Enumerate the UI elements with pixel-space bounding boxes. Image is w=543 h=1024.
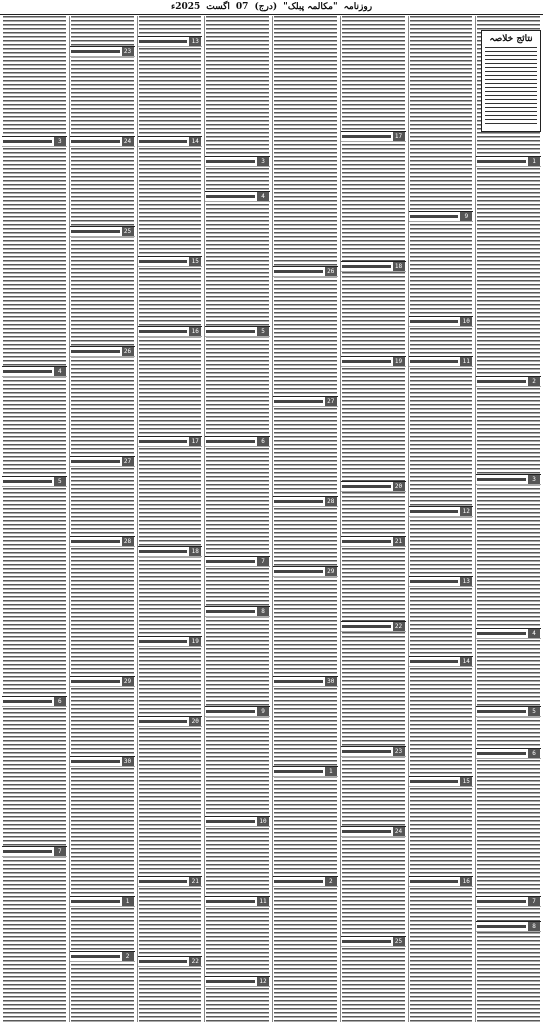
headline-text [410, 880, 459, 883]
item-number-badge: 10 [257, 817, 269, 826]
news-item-header [138, 136, 203, 147]
item-number-badge: 22 [189, 957, 201, 966]
item-number-badge: 21 [189, 877, 201, 886]
headline-text [410, 780, 459, 783]
news-item-header [205, 706, 270, 717]
news-item-header [409, 211, 474, 222]
item-number-badge: 3 [528, 475, 540, 484]
item-number-badge: 28 [325, 497, 337, 506]
item-number-badge: 27 [122, 457, 134, 466]
headline-text [274, 270, 323, 273]
news-item-header [273, 766, 338, 777]
news-item-header [476, 706, 541, 717]
column-4 [272, 16, 338, 1022]
news-item-header [476, 748, 541, 759]
headline-text [342, 625, 391, 628]
item-number-badge: 12 [257, 977, 269, 986]
news-item-header [341, 131, 406, 142]
headline-text [274, 680, 323, 683]
summary-box-title: نتائج خلاصہ [489, 34, 533, 44]
news-item-header [273, 676, 338, 687]
column-5 [204, 16, 270, 1022]
news-item-header [70, 226, 135, 237]
headline-text [71, 955, 120, 958]
headline-text [274, 400, 323, 403]
headline-text [139, 550, 188, 553]
item-number-badge: 3 [257, 157, 269, 166]
news-item-header [205, 436, 270, 447]
headline-text [71, 460, 120, 463]
news-item-header [138, 876, 203, 887]
item-number-badge: 5 [257, 327, 269, 336]
column-7 [69, 16, 135, 1022]
news-item-header [2, 136, 67, 147]
news-item-header [409, 506, 474, 517]
column-text [71, 16, 134, 1022]
item-number-badge: 21 [393, 537, 405, 546]
news-item-header [273, 566, 338, 577]
headline-text [342, 360, 391, 363]
item-number-badge: 25 [393, 937, 405, 946]
column-1 [475, 16, 541, 1022]
headline-text [3, 140, 52, 143]
headline-text [139, 960, 188, 963]
masthead-edition: (درج) [254, 2, 278, 12]
item-number-badge: 7 [257, 557, 269, 566]
summary-box [481, 30, 541, 132]
news-item-header [138, 546, 203, 557]
item-number-badge: 25 [122, 227, 134, 236]
headline-text [3, 850, 52, 853]
news-item-header [409, 776, 474, 787]
item-number-badge: 14 [189, 137, 201, 146]
item-number-badge: 18 [393, 262, 405, 271]
news-item-header [341, 621, 406, 632]
news-item-header [138, 956, 203, 967]
headline-text [206, 610, 255, 613]
news-item-header [476, 376, 541, 387]
headline-text [274, 880, 323, 883]
news-item-header [476, 156, 541, 167]
headline-text [206, 330, 255, 333]
headline-text [3, 480, 52, 483]
item-number-badge: 4 [54, 367, 66, 376]
news-item-header [205, 191, 270, 202]
headline-text [71, 140, 120, 143]
headline-text [477, 710, 526, 713]
headline-text [206, 195, 255, 198]
column-8 [2, 16, 67, 1022]
column-text [274, 16, 337, 1022]
item-number-badge: 19 [393, 357, 405, 366]
headline-text [139, 720, 188, 723]
news-item-header [341, 356, 406, 367]
item-number-badge: 30 [122, 757, 134, 766]
masthead [0, 0, 543, 15]
item-number-badge: 30 [325, 677, 337, 686]
headline-text [342, 830, 391, 833]
news-item-header [205, 156, 270, 167]
column-6 [137, 16, 203, 1022]
news-item-header [205, 556, 270, 567]
news-item-header [341, 481, 406, 492]
item-number-badge: 1 [122, 897, 134, 906]
headline-text [274, 570, 323, 573]
headline-text [71, 900, 120, 903]
headline-text [206, 560, 255, 563]
headline-text [139, 260, 188, 263]
headline-text [342, 940, 391, 943]
headline-text [3, 700, 52, 703]
news-item-header [70, 896, 135, 907]
item-number-badge: 6 [528, 749, 540, 758]
headline-text [410, 360, 459, 363]
headline-text [342, 265, 391, 268]
item-number-badge: 10 [460, 317, 472, 326]
news-item-header [341, 746, 406, 757]
item-number-badge: 12 [460, 507, 472, 516]
headline-text [410, 510, 459, 513]
item-number-badge: 13 [189, 37, 201, 46]
news-item-header [273, 396, 338, 407]
headline-text [206, 980, 255, 983]
news-item-header [138, 436, 203, 447]
item-number-badge: 11 [257, 897, 269, 906]
item-number-badge: 17 [189, 437, 201, 446]
headline-text [139, 140, 188, 143]
item-number-badge: 8 [528, 922, 540, 931]
headline-text [342, 750, 391, 753]
news-item-header [70, 136, 135, 147]
item-number-badge: 26 [122, 347, 134, 356]
column-text [410, 16, 473, 1022]
item-number-badge: 7 [528, 897, 540, 906]
item-number-badge: 11 [460, 357, 472, 366]
news-item-header [205, 896, 270, 907]
masthead-paper: روزنامہ [343, 2, 373, 12]
news-item-header [205, 976, 270, 987]
column-text [342, 16, 405, 1022]
item-number-badge: 6 [54, 697, 66, 706]
item-number-badge: 24 [122, 137, 134, 146]
news-item-header [205, 326, 270, 337]
headline-text [139, 640, 188, 643]
news-item-header [273, 266, 338, 277]
headline-text [206, 710, 255, 713]
headline-text [477, 478, 526, 481]
headline-text [342, 485, 391, 488]
item-number-badge: 13 [460, 577, 472, 586]
masthead-day: 07 [235, 2, 249, 12]
news-item-header [2, 846, 67, 857]
news-item-header [205, 606, 270, 617]
item-number-badge: 27 [325, 397, 337, 406]
news-item-header [273, 496, 338, 507]
news-item-header [2, 696, 67, 707]
headline-text [410, 660, 459, 663]
headline-text [71, 230, 120, 233]
item-number-badge: 9 [460, 212, 472, 221]
column-3 [340, 16, 406, 1022]
item-number-badge: 16 [189, 327, 201, 336]
item-number-badge: 3 [54, 137, 66, 146]
item-number-badge: 7 [54, 847, 66, 856]
item-number-badge: 15 [460, 777, 472, 786]
news-item-header [2, 366, 67, 377]
item-number-badge: 22 [393, 622, 405, 631]
headline-text [71, 760, 120, 763]
item-number-badge: 29 [122, 677, 134, 686]
summary-box-text [485, 47, 537, 125]
headline-text [477, 752, 526, 755]
text-columns [2, 16, 541, 1022]
masthead-month: اگست [206, 2, 230, 12]
news-item-header [409, 656, 474, 667]
item-number-badge: 2 [122, 952, 134, 961]
masthead-year: 2025ء [170, 2, 201, 12]
headline-text [342, 135, 391, 138]
news-item-header [70, 676, 135, 687]
item-number-badge: 14 [460, 657, 472, 666]
item-number-badge: 5 [528, 707, 540, 716]
headline-text [477, 160, 526, 163]
item-number-badge: 4 [528, 629, 540, 638]
headline-text [477, 925, 526, 928]
headline-text [71, 680, 120, 683]
item-number-badge: 1 [528, 157, 540, 166]
item-number-badge: 6 [257, 437, 269, 446]
item-number-badge: 2 [325, 877, 337, 886]
news-item-header [409, 876, 474, 887]
news-item-header [70, 46, 135, 57]
headline-text [410, 215, 459, 218]
news-item-header [476, 921, 541, 932]
headline-text [71, 50, 120, 53]
item-number-badge: 23 [393, 747, 405, 756]
item-number-badge: 26 [325, 267, 337, 276]
item-number-badge: 16 [460, 877, 472, 886]
item-number-badge: 29 [325, 567, 337, 576]
news-item-header [341, 261, 406, 272]
headline-text [206, 160, 255, 163]
headline-text [206, 440, 255, 443]
news-item-header [138, 326, 203, 337]
item-number-badge: 1 [325, 767, 337, 776]
item-number-badge: 2 [528, 377, 540, 386]
headline-text [71, 540, 120, 543]
headline-text [410, 320, 459, 323]
news-item-header [70, 536, 135, 547]
news-item-header [70, 951, 135, 962]
news-item-header [273, 876, 338, 887]
news-item-header [476, 474, 541, 485]
masthead-title: "مکالمہ پبلک" [283, 2, 338, 12]
item-number-badge: 20 [189, 717, 201, 726]
news-item-header [138, 36, 203, 47]
item-number-badge: 19 [189, 637, 201, 646]
headline-text [342, 540, 391, 543]
news-item-header [409, 576, 474, 587]
news-item-header [409, 356, 474, 367]
news-item-header [341, 826, 406, 837]
item-number-badge: 15 [189, 257, 201, 266]
news-item-header [70, 756, 135, 767]
news-item-header [2, 476, 67, 487]
headline-text [139, 440, 188, 443]
item-number-badge: 9 [257, 707, 269, 716]
column-text [3, 16, 66, 1022]
headline-text [206, 900, 255, 903]
headline-text [3, 370, 52, 373]
news-item-header [138, 636, 203, 647]
news-item-header [476, 896, 541, 907]
headline-text [139, 880, 188, 883]
headline-text [139, 330, 188, 333]
column-2 [408, 16, 474, 1022]
headline-text [274, 770, 323, 773]
headline-text [71, 350, 120, 353]
news-item-header [205, 816, 270, 827]
news-item-header [476, 628, 541, 639]
headline-text [274, 500, 323, 503]
item-number-badge: 28 [122, 537, 134, 546]
headline-text [410, 580, 459, 583]
news-item-header [138, 256, 203, 267]
item-number-badge: 18 [189, 547, 201, 556]
headline-text [206, 820, 255, 823]
news-item-header [70, 456, 135, 467]
headline-text [477, 380, 526, 383]
item-number-badge: 24 [393, 827, 405, 836]
item-number-badge: 17 [393, 132, 405, 141]
news-item-header [341, 936, 406, 947]
item-number-badge: 8 [257, 607, 269, 616]
headline-text [477, 632, 526, 635]
item-number-badge: 4 [257, 192, 269, 201]
column-text [139, 16, 202, 1022]
news-item-header [70, 346, 135, 357]
news-item-header [409, 316, 474, 327]
headline-text [477, 900, 526, 903]
headline-text [139, 40, 188, 43]
news-item-header [138, 716, 203, 727]
item-number-badge: 23 [122, 47, 134, 56]
news-item-header [341, 536, 406, 547]
item-number-badge: 20 [393, 482, 405, 491]
item-number-badge: 5 [54, 477, 66, 486]
